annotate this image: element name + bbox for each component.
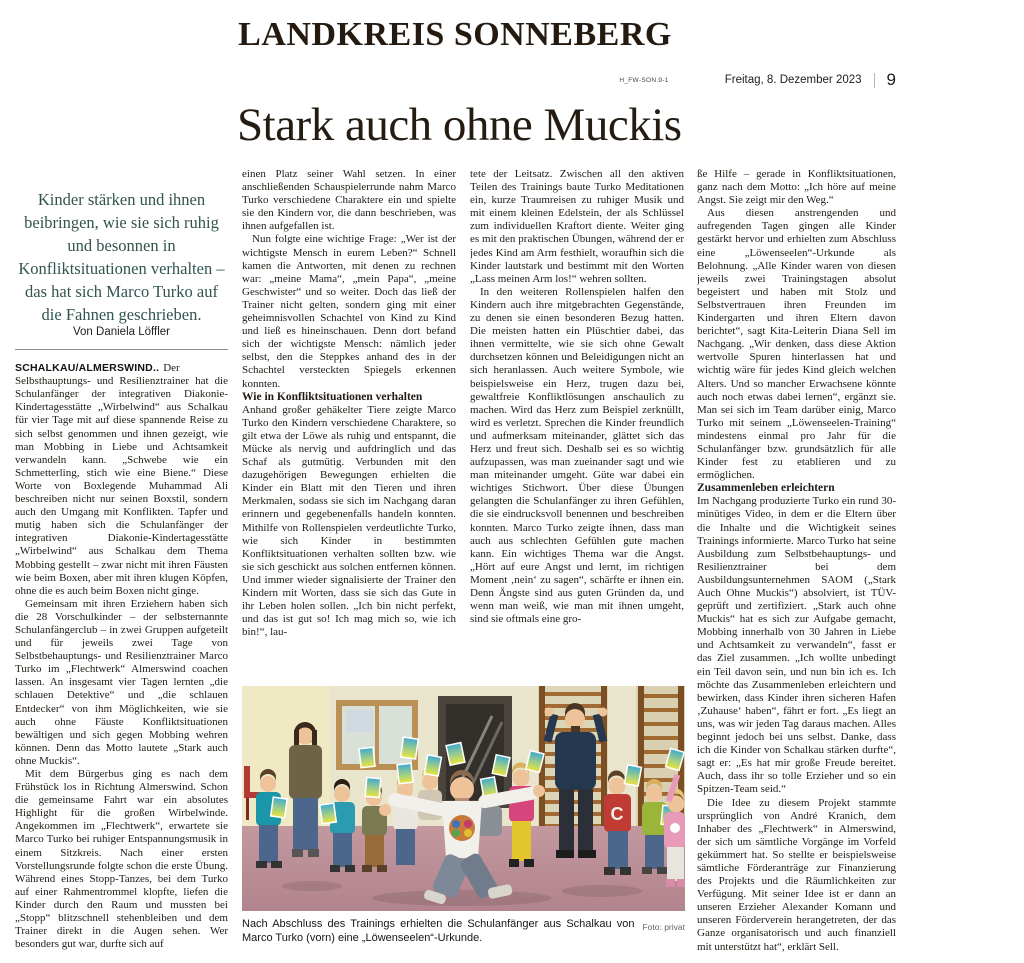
column-lead bbox=[15, 188, 228, 963]
paragraph: In den weiteren Rollenspielen halfen den Kindern auch ihre mitgebrachten Gegenstände, zu denen sie einen besonderen Bezug hatten. Die meisten hatten ein Plüschtier dabei, das ihnen vermittelte, wie sie sich ohne Gewalt durchsetzen können und Beleidigungen nicht an sich heranlassen. Auch weitere Symbole, wie beispielsweise ein Herz, trugen dazu bei, gewaltfreie Konfliktlösungen anschaulich zu machen. Wird das Herz zum Beispiel zerknüllt, wird es verletzt. Sprechen die Kinder freundlich und aufmerksam miteinander, glättet sich das Herz und freut sich. Deshalb sei es so wichtig aufzupassen, was man zueinander sagt und wie man miteinander umgeht. Güte war dabei ein wichtiges Stichwort. Über diese Übungen gelangten die Schulanfänger zu ihren Gefühlen, die sie eindrucksvoll benennen und beschreiben konnten. Marco Turko zeigte ihnen, dass man auch aus schlechten Gefühlen gute machen kann. Ein wichtiges Thema war die Angst. „Hört auf eure Angst und lernt, im richtigen Moment ‚nein‘ zu sagen“, schärfte er ihnen ein. Denn Ängste sind aus guten Gründen da, und wenn man weiß, wie man mit ihnen umgeht, sind sie oftmals eine gro- bbox=[470, 285, 684, 626]
paragraph: Die Idee zu diesem Projekt stammte ursprünglich von André Kranich, dem Inhaber des „Flechtwerk“ in Almerswind, der sich um sämtliche Vorgänge im Vorfeld gekümmert hat. So stellte er beispielsweise sämtliche Förderanträge zur Finanzierung des Projekts und die Räumlichkeiten zur Verfügung. Mit seiner Idee ist er dann an unseren Erzieher Alexander Komann und unseren Förderverein herangetreten, der das Ganze organisatorisch und auch finanziell mit unterstützt hat“, erklärt Sell. bbox=[697, 796, 896, 953]
paragraph: Im Nachgang produzierte Turko ein rund 30-minütiges Video, in dem er die Eltern über die Inhalte und die Wichtigkeit seines Trainings informierte. Marco Turko hat seine Ausbildung zum Selbstbehauptungs- und Resilienztrainer bei dem Ausbildungsunternehmen SAOM („Stark Auch Ohne Muckis“) absolviert, ist TÜV-geprüft und zertifiziert. „Stark auch ohne Muckis“ hat es sich zur Aufgabe gemacht, Mobbing innerhalb von 30 Jahren in Liebe und Achtsamkeit zu verwandeln“, fasst er das Ziel zusammen. „Ich wollte unbedingt ein Teil davon sein, und nun bin ich es. Ich möchte das Zusammenleben erleichtern und bewirken, dass Kinder ihren sicheren Hafen ‚Zuhause‘ haben“, fährt er fort. „Es liegt an uns, was wir jeden Tag daraus machen. Alles beginnt jedoch bei uns selbst. Danke, dass ich die Kinder von Schalkau stärken durfte“, sagt er: „Es hat mir große Freude bereitet. Auch, dass ihr so tolle Erzieher und so ein Spitzen-Team seid.“ bbox=[697, 495, 896, 796]
masthead bbox=[15, 16, 895, 54]
paragraph: einen Platz seiner Wahl setzen. In einer anschließenden Schauspielerrunde nahm Marco Turko verschiedene Charaktere ein und spielte sie den Kindern vor, die dann beschrieben, was ihnen aufgefallen ist. bbox=[242, 168, 456, 233]
paragraph: ße Hilfe – gerade in Konfliktsituationen, ganz nach dem Motto: „Ich höre auf meine Angst. Sie zeigt mir den Weg.“ bbox=[697, 168, 896, 207]
photo-credit: Foto: privat bbox=[642, 922, 685, 932]
section-title: LANDKREIS SONNEBERG bbox=[238, 16, 672, 53]
article-photo bbox=[242, 686, 685, 945]
paragraph bbox=[15, 362, 228, 598]
column-3 bbox=[470, 168, 684, 680]
folio-divider bbox=[874, 73, 875, 88]
photo-caption-text: Nach Abschluss des Trainings erhielten die Schulanfänger aus Schalkau von Marco Turko (vorn) eine „Löwenseelen“-Urkunde. bbox=[242, 918, 635, 944]
photo-caption bbox=[242, 917, 685, 945]
paragraph-text: Der Selbsthauptungs- und Resilienztrainer hat die Schulanfänger der integrativen Diakonie-Kindertagesstätte „Wirbelwind“ aus Schalkau für vier Tage mit auf diese spannende Reise zu sich selbst genommen und ihnen gezeigt, wie man Mobbing in Liebe und Achtsamkeit verwandeln kann. „Schwebe wie ein Schmetterling, stich wie eine Biene.“ Diese Worte von Boxlegende Muhammad Ali beschreiben nicht nur seinen Boxstil, sondern auch den Umgang mit Konflikten. Tapfer und mutig haben sich die Schulanfänger der integrativen Diakonie-Kindertagesstätte „Wirbelwind“ aus Schalkau dem Thema Mobbing gestellt – zwar nicht mit ihren Fäusten wie beim Boxen, aber mit ihren klugen Köpfen, ohne die es auch beim Boxen nicht ginge. bbox=[15, 362, 228, 597]
page-number: 9 bbox=[886, 70, 896, 89]
photo-illustration bbox=[242, 686, 685, 911]
paragraph: Nun folgte eine wichtige Frage: „Wer ist der wichtigste Mensch in eurem Leben?“ Schnell kamen die Antworten, mit denen zu rechnen war: „meine Mama“, „mein Papa“, „meine Geschwister“ und so weiter. Doch das ließ der Trainer nicht gelten, sondern ging mit einer geheimnisvollen Schachtel von Kind zu Kind und ließ es hineinschauen. Denn dort befand sich der wichtigste Mensch: nämlich jeder selbst, den die Steppkes anhand des in der Schachtel versteckten Spiegels erkennen konnten. bbox=[242, 233, 456, 390]
byline: Von Daniela Löffler bbox=[73, 326, 170, 338]
issue-date: Freitag, 8. Dezember 2023 bbox=[724, 74, 862, 86]
article-headline: Stark auch ohne Muckis bbox=[237, 99, 682, 151]
svg-text:C: C bbox=[610, 804, 624, 824]
subhead-konfliktsituationen: Wie in Konfliktsituationen verhalten bbox=[242, 390, 423, 403]
paragraph: Aus diesen anstrengenden und aufregenden Tagen gingen alle Kinder gestärkt hervor und erhielten zum Abschluss eine „Löwenseelen“-Urkunde als Belohnung. „Alle Kinder waren von diesen jeweils zwei Trainingstagen absolut begeistert und haben mit Stolz und Selbstvertrauen ihren Freunden im Kindergarten und ihren Eltern davon berichtet“, sagt Kita-Leiterin Diana Sell im Nachgang. „Wir denken, dass diese Aktion wertvolle Spuren hinterlassen hat und wichtig wäre für jedes Kind gleich welchen Alters. Und so mancher Erwachsene könnte auch noch etwas dabei lernen“, ergänzt sie. Man sei sich im Team darüber einig, Marco Turko mit seinem „Löwenseelen-Training“ mindestens einmal pro Jahr für die Schulanfänger bzw. grundsätzlich für alle Kinder fest zu etablieren und zu ermöglichen. bbox=[697, 207, 896, 482]
paragraph: tete der Leitsatz. Zwischen all den aktiven Teilen des Trainings baute Turko Meditationen ein, kurze Traumreisen zu ruhiger Musik und mit einem kleinen Edelstein, der als Schlüssel zum individuellen Kraftort diente. Weiter ging es mit den praktischen Übungen, während der er jedes Kind am Arm festhielt, woraufhin sich die Kinder lautstark und bestimmt mit den Worten „Lass meinen Arm los!“ wehren sollten. bbox=[470, 168, 684, 285]
folio-line bbox=[15, 70, 896, 90]
subhead-zusammenleben: Zusammenleben erleichtern bbox=[697, 482, 835, 495]
paragraph: Gemeinsam mit ihren Erziehern haben sich die 28 Vorschulkinder – der selbsternannte Schulanfängerclub – in zwei Gruppen aufgeteilt und für jeweils zwei Tage von Selbstbehauptungs- und Resilienztrainer Marco Turko im „Flechtwerk“ Almerswind coachen lassen. An insgesamt vier Tagen lernten „die schlauen Detektive“ und „die schlauen Entdecker“ von ihm Möglichkeiten, wie sie auch ohne Fäuste Konfliktsituationen bewältigen und sich gegen Mobbing wehren können. Denn das Motto lautete „Stark auch ohne Muckis“. bbox=[15, 597, 228, 767]
edition-code: H_FW-SON.9-1 bbox=[619, 76, 669, 84]
dateline: SCHALKAU/ALMERSWIND.. bbox=[15, 362, 160, 375]
paragraph: Mit dem Bürgerbus ging es nach dem Frühstück los in Richtung Almerswind. Schon die gemeinsame Fahrt war ein absolutes Highlight für die großen Wirbelwinde. Angekommen im „Flechtwerk“, erwartete sie Marco Turko bei ruhiger Entspannungsmusik in einem Sitzkreis. Nach einer ersten Vorstellungsrunde folgte schon die erste Übung. Während eines Stopp-Tanzes, bei dem Turko auf einer Rahmentrommel klopfte, liefen die Kinder durch den Raum und mussten bei „Stopp“ blitzschnell stehenbleiben und dem Trainer direkt in die Augen sehen. Wer besonders gut war, durfte sich auf bbox=[15, 768, 228, 951]
column-2 bbox=[242, 168, 456, 680]
article-lead: Kinder stärken und ihnen beibringen, wie sie sich ruhig und besonnen in Konfliktsituationen verhalten – das hat sich Marco Turko auf die Fahnen geschrieben. bbox=[18, 190, 225, 324]
paragraph: Anhand großer gehäkelter Tiere zeigte Marco Turko den Kindern verschiedene Charaktere, so gilt etwa der Löwe als ruhig und entspannt, die Mücke als nervig und aufdringlich und das Schaf als gutmütig. Verbunden mit den dazugehörigen Bewegungen erhielten die Kinder ein Blatt mit den Tieren und ihren Merkmalen, sodass sie sich im Nachgang daran erinnern und gegebenenfalls handeln konnten. Mithilfe von Rollenspielen verdeutlichte Turko, wie sich Kinder in bestimmten Konfliktsituationen verhalten sollten bzw. wie sie sich geschickt aus solchen entfernen können. Und immer wieder signalisierte der Trainer den Kindern mit Worten, dass sie sich das Gute in ihr Leben holen sollen. „Ich bin nicht perfekt, und das ist gut so! Ich mag mich so, wie ich bin!“, lau- bbox=[242, 403, 456, 639]
byline-rule bbox=[15, 349, 228, 350]
column-4 bbox=[697, 168, 896, 963]
